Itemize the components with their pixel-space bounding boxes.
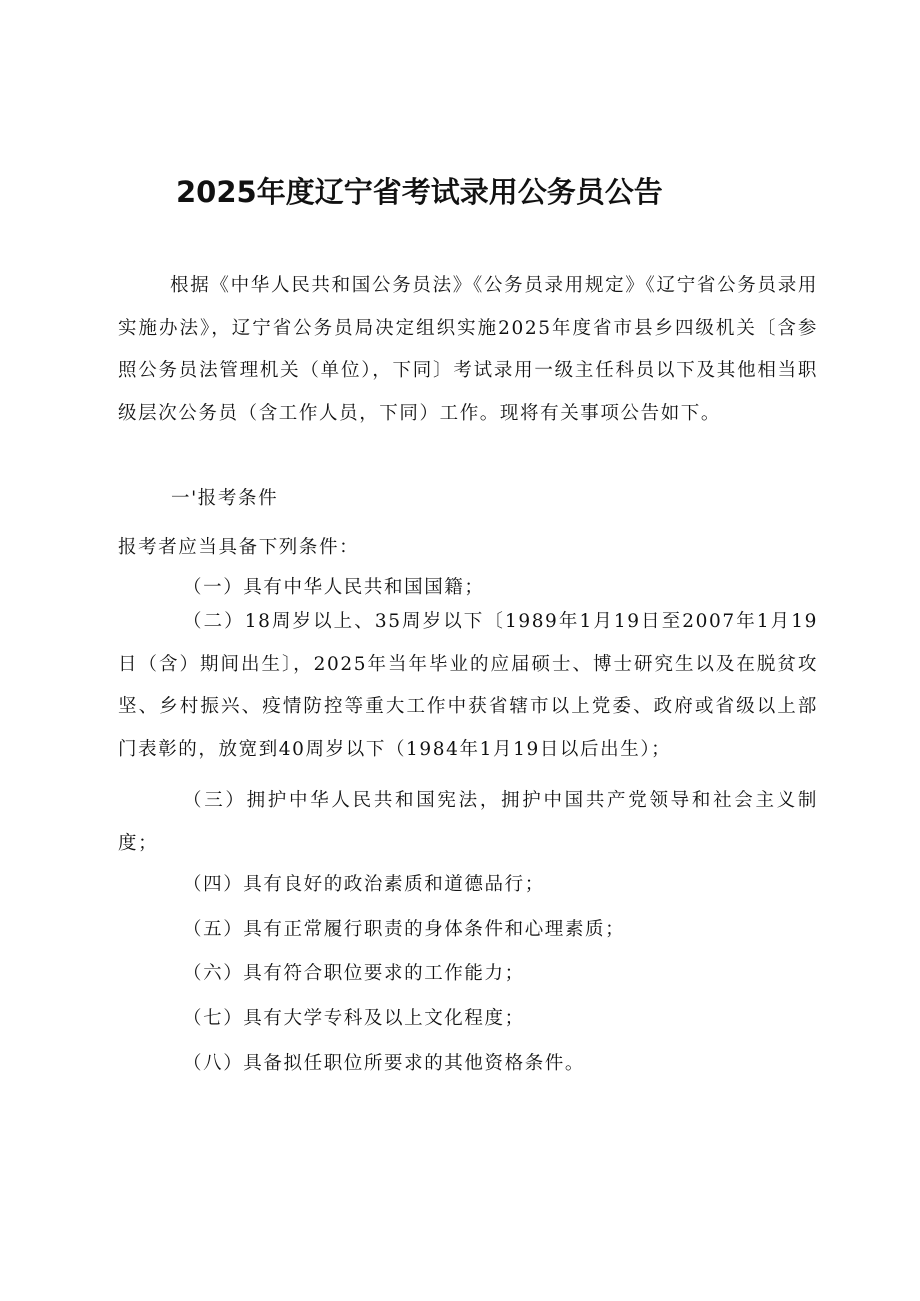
document-title: 2025年度辽宁省考试录用公务员公告: [176, 175, 663, 209]
conditions-lead: 报考者应当具备下列条件：: [118, 537, 360, 558]
condition-item: （一）具有中华人民共和国国籍；: [183, 577, 485, 598]
condition-item: （二）18周岁以上、35周岁以下〔1989年1月19日至2007年1月19日（含）期间出生〕，2025年当年毕业的应届硕士、博士研究生以及在脱贫攻坚、乡村振兴、疫情防控等重大工作中获省辖市以上党委、政府或省级以上部门表彰的，放宽到40周岁以下（1984年1月19日以后出生）；: [118, 611, 818, 760]
condition-item: （五）具有正常履行职责的身体条件和心理素质；: [183, 919, 626, 940]
condition-item: （七）具有大学专科及以上文化程度；: [183, 1008, 525, 1029]
condition-item: （六）具有符合职位要求的工作能力；: [183, 963, 525, 984]
intro-paragraph: 根据《中华人民共和国公务员法》《公务员录用规定》《辽宁省公务员录用实施办法》，辽宁省公务员局决定组织实施2025年度省市县乡四级机关〔含参照公务员法管理机关（单位），下同〕考试录用一级主任科员以下及其他相当职级层次公务员（含工作人员，下同）工作。现将有关事项公告如下。: [118, 275, 818, 424]
section-heading: 一'报考条件: [171, 488, 279, 509]
condition-item: （三）拥护中华人民共和国宪法，拥护中国共产党领导和社会主义制度；: [118, 790, 818, 854]
condition-item: （八）具备拟任职位所要求的其他资格条件。: [183, 1053, 586, 1074]
condition-item: （四）具有良好的政治素质和道德品行；: [183, 874, 545, 895]
